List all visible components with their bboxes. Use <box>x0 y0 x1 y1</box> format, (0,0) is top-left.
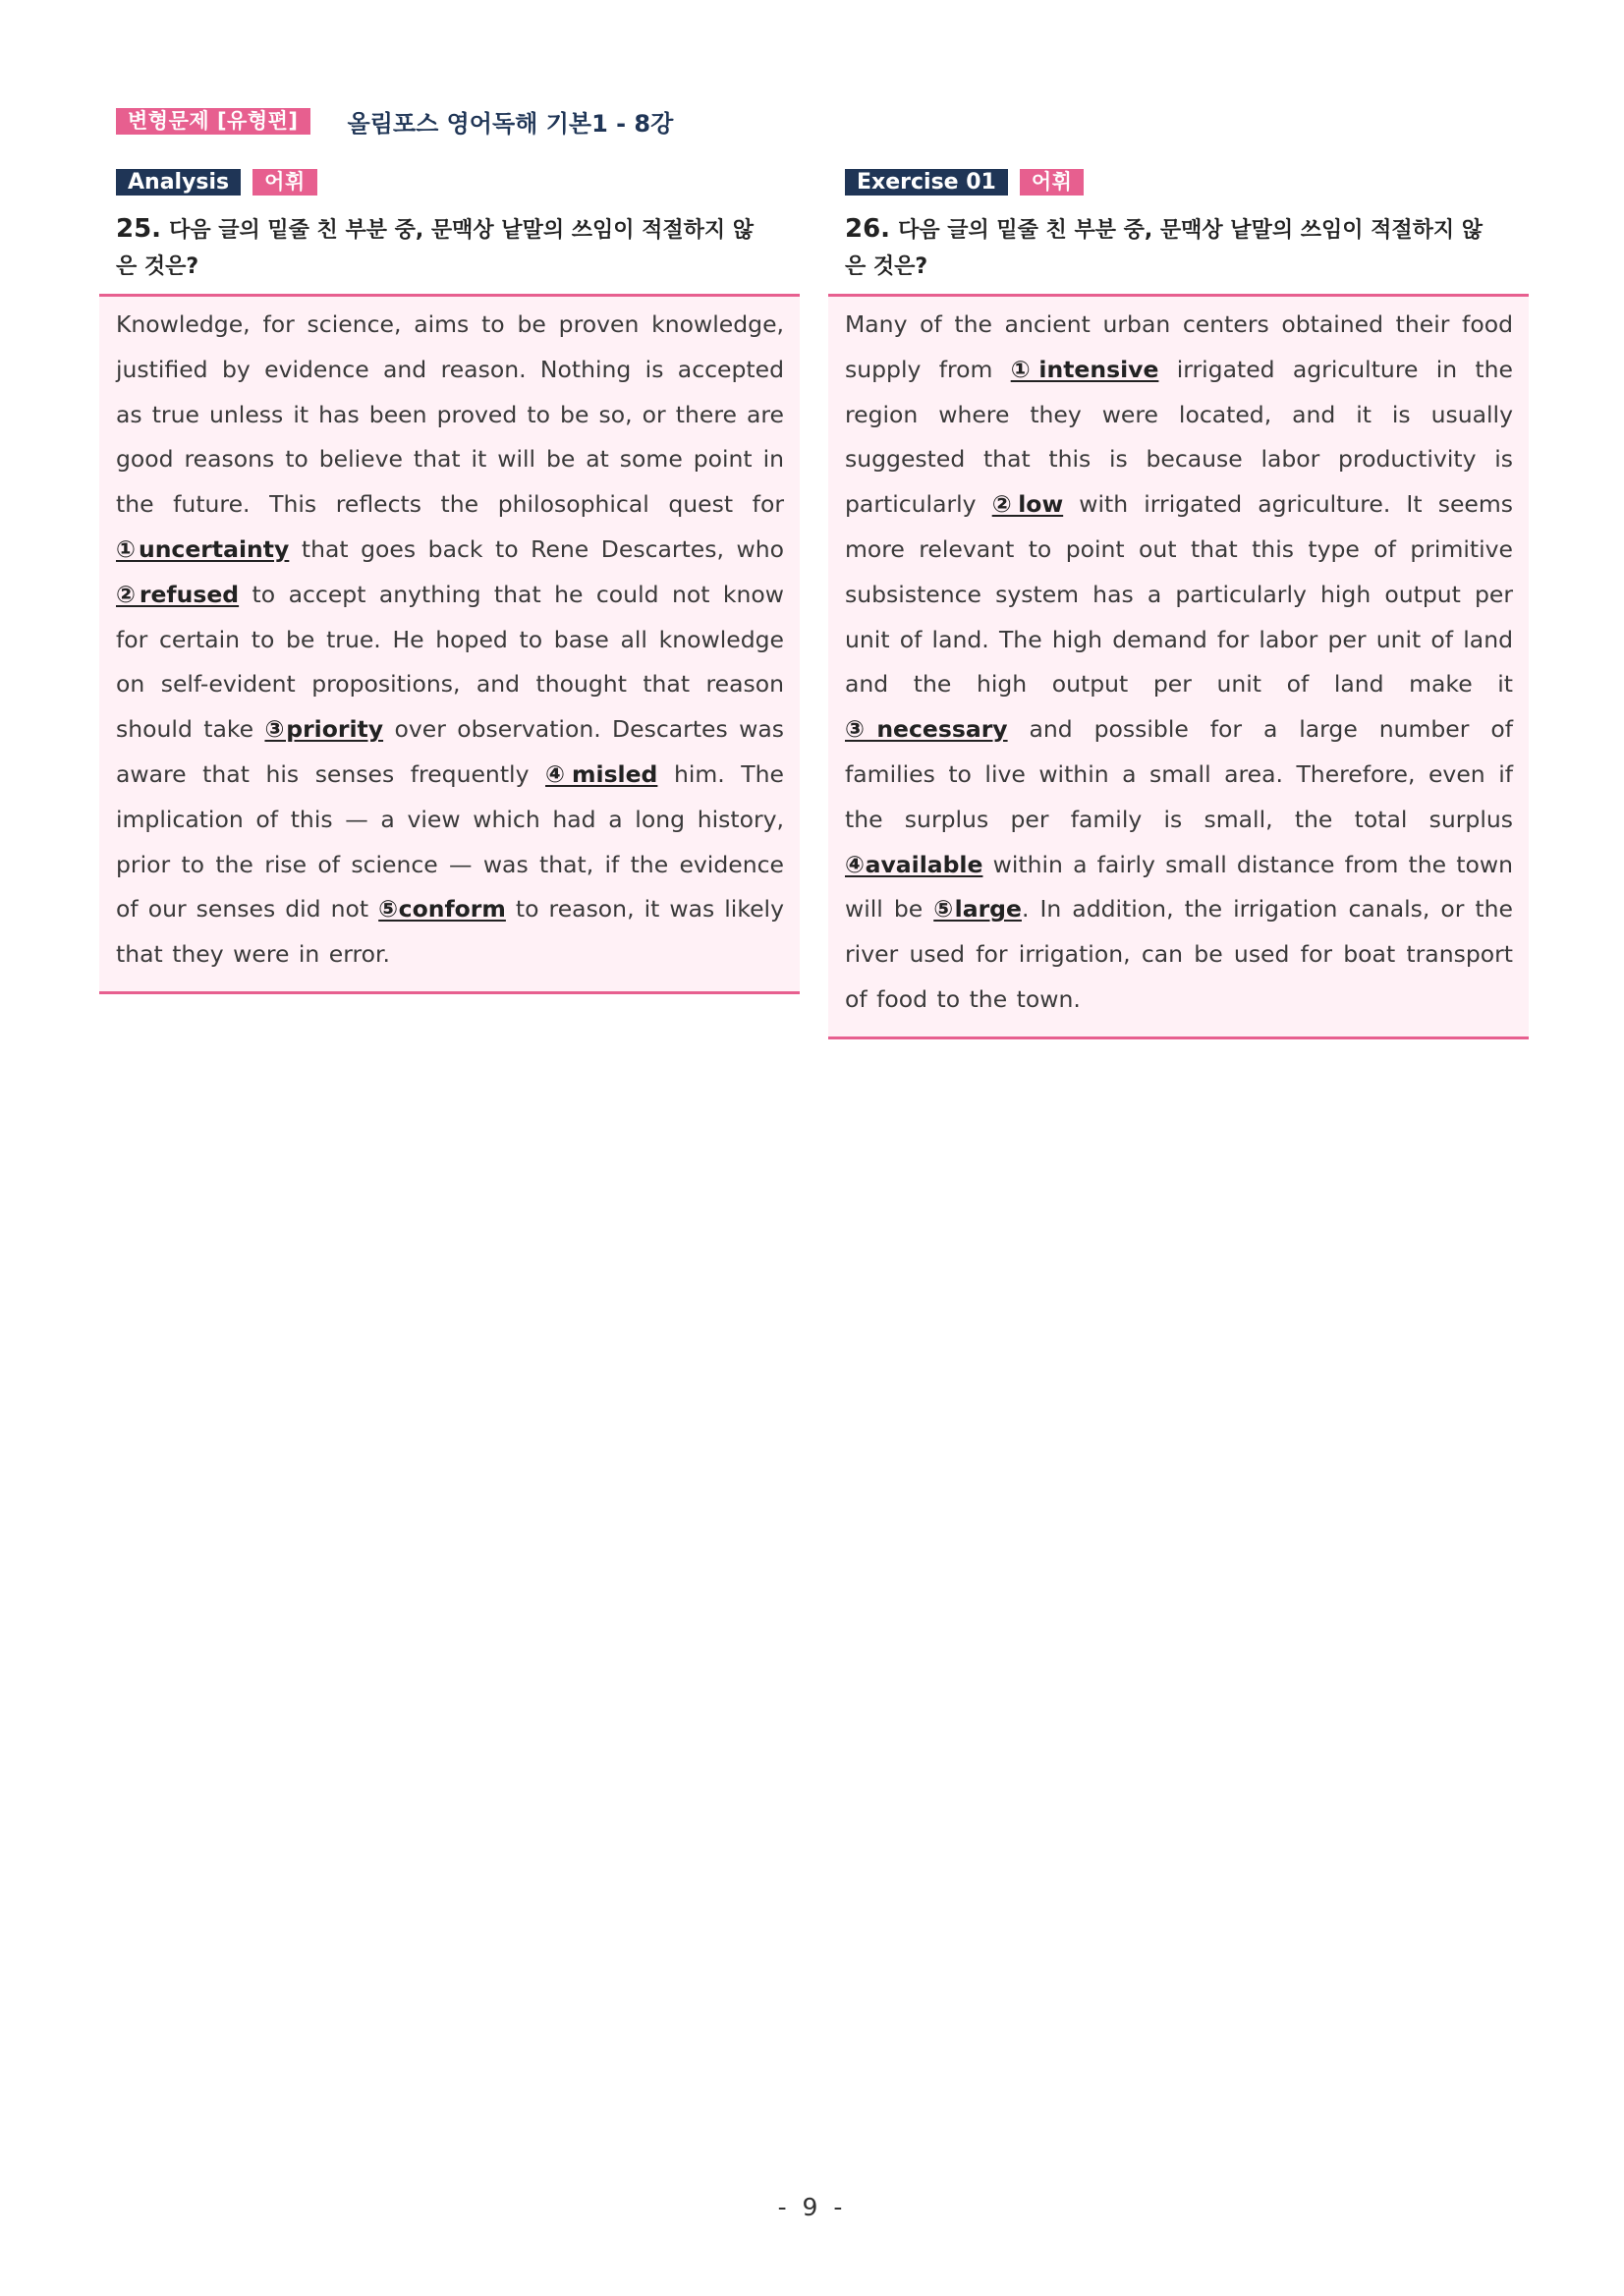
choice-3: ③priority <box>264 715 384 744</box>
passage-segment: him. The implication of this — a view which had a long history, prior to the rise of science — was that, if the evidence of our senses did not <box>116 759 784 924</box>
question-number: 26. <box>845 214 891 244</box>
question-26-block <box>828 169 1529 1039</box>
choice-5: ⑤conform <box>378 895 506 924</box>
passage-segment: to reason, it was likely that they were in error. <box>116 895 784 969</box>
choice-4: ④misled <box>545 759 658 788</box>
passage-segment: that goes back to Rene Descartes, who <box>289 534 785 563</box>
page-header <box>116 104 673 138</box>
page-title: 올림포스 영어독해 기본1 - 8강 <box>347 109 674 138</box>
passage-box <box>828 294 1529 1039</box>
question-prompt <box>116 211 800 285</box>
passage-segment: with irrigated agriculture. It seems more relevant to point out that this type of primitive subsistence system has a particularly high output per unit of land. The high demand for labor per unit of land and the high output per unit of land make it <box>845 490 1513 699</box>
page-number: - 9 - <box>777 2193 847 2221</box>
choice-2: ②refused <box>116 580 240 608</box>
choice-2: ②low <box>991 490 1064 519</box>
passage-segment: Many of the ancient urban centers obtained their food supply from <box>845 310 1513 383</box>
passage-text <box>845 303 1513 1023</box>
question-text: 다음 글의 밑줄 친 부분 중, 문맥상 낱말의 쓰임이 적절하지 않은 것은? <box>845 218 1484 279</box>
passage-segment: to accept anything that he could not know for certain to be true. He hoped to base all knowledge on self-evident propositions, and thought that reason should take <box>116 580 784 744</box>
exercise-label: Exercise 01 <box>845 169 1008 196</box>
choice-4: ④available <box>845 850 983 878</box>
vocab-tag: 어휘 <box>252 169 317 196</box>
question-25-block <box>99 169 800 994</box>
passage-segment: . In addition, the irrigation canals, or the river used for irrigation, can be used for boat transport of food to the town. <box>845 895 1513 1013</box>
analysis-label: Analysis <box>116 169 241 196</box>
question-number: 25. <box>116 214 162 244</box>
question-labels <box>116 169 800 196</box>
passage-segment: irrigated agriculture in the region where they were located, and it is usually suggested that this is because labor productivity is particularly <box>845 355 1513 519</box>
choice-3: ③necessary <box>845 715 1008 744</box>
question-labels <box>845 169 1529 196</box>
passage-text <box>116 303 784 978</box>
section-tag: 변형문제 [유형편] <box>116 108 310 135</box>
passage-segment: Knowledge, for science, aims to be proven knowledge, justified by evidence and reason. Nothing is accepted as true unless it has been proved to be so, or there are good reasons to believe that it will be at some point in the future. This reflects the philosophical quest for <box>116 310 784 519</box>
passage-segment: and possible for a large number of families to live within a small area. Therefore, even if the surplus per family is small, the total surplus <box>845 715 1513 833</box>
choice-5: ⑤large <box>933 895 1022 924</box>
passage-segment: within a fairly small distance from the town will be <box>845 850 1514 924</box>
choice-1: ①uncertainty <box>116 534 290 563</box>
choice-1: ①intensive <box>1010 355 1159 383</box>
vocab-tag: 어휘 <box>1020 169 1085 196</box>
question-text: 다음 글의 밑줄 친 부분 중, 문맥상 낱말의 쓰임이 적절하지 않은 것은? <box>116 218 755 279</box>
question-prompt <box>845 211 1529 285</box>
passage-box <box>99 294 800 994</box>
passage-segment: over observation. Descartes was aware that his senses frequently <box>116 715 784 788</box>
